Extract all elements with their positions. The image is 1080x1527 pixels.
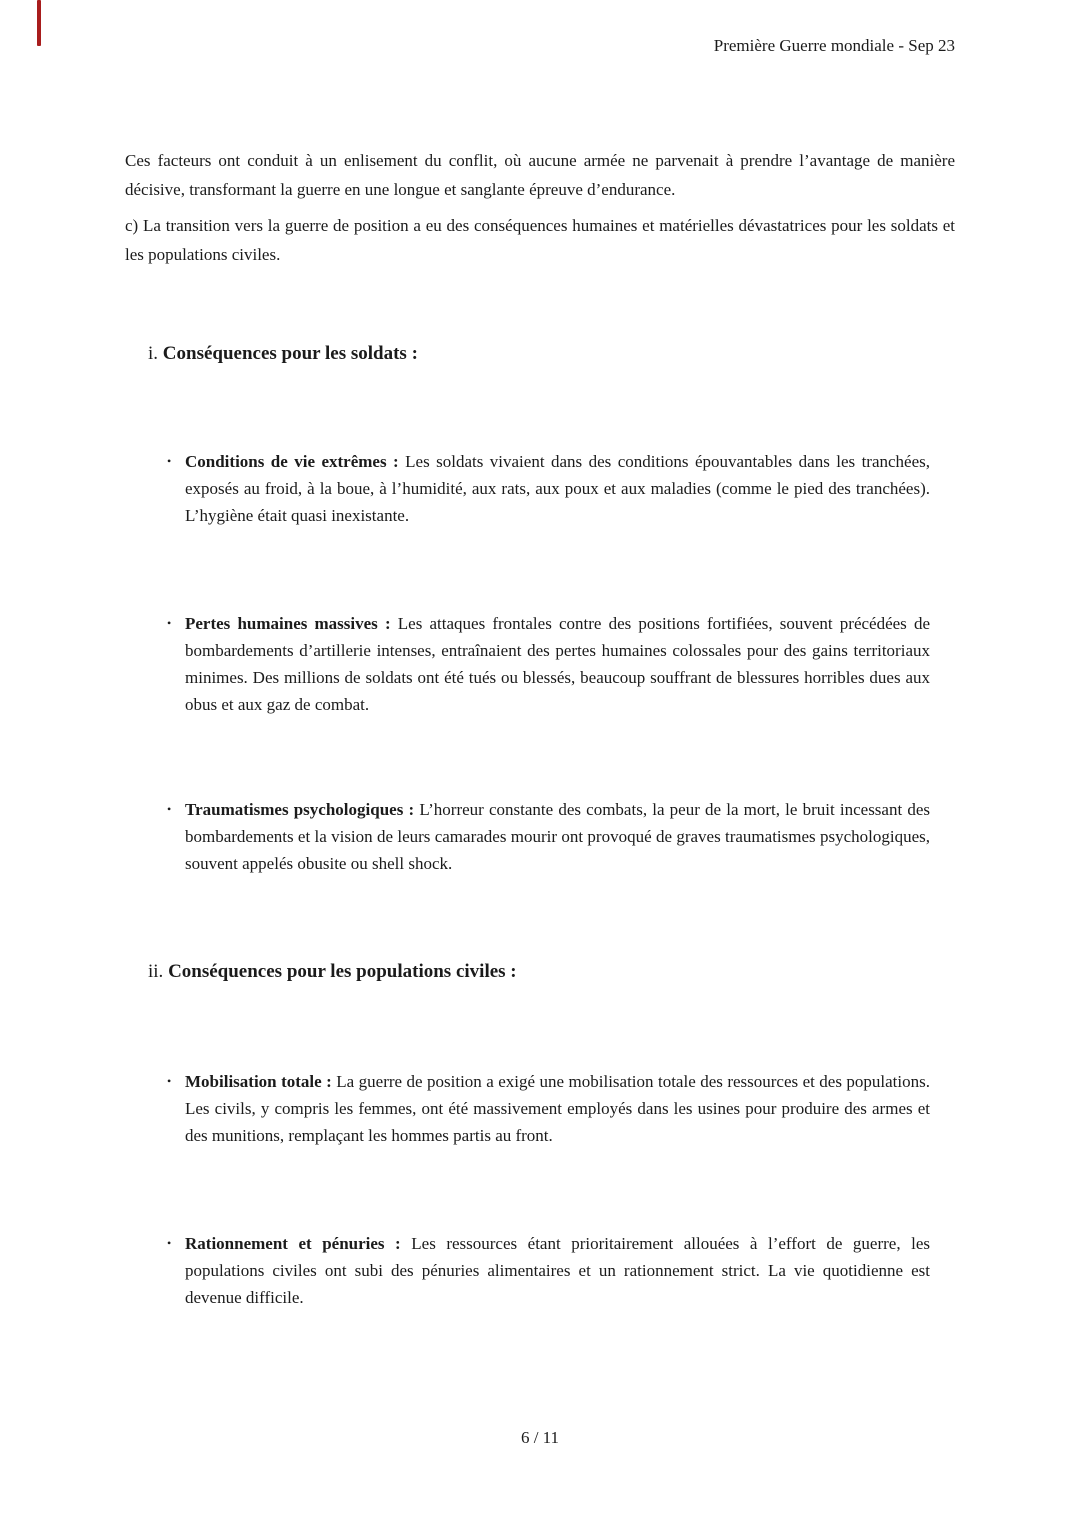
bullet-label: Traumatismes psychologiques : — [185, 800, 415, 819]
section-heading-populations-civiles — [125, 958, 955, 985]
list-item — [125, 1068, 955, 1149]
bullet-icon: • — [167, 616, 172, 630]
bullet-icon: • — [167, 802, 172, 816]
paragraph: Ces facteurs ont conduit à un enlisement du conflit, où aucune armée ne parvenait à prendre l’avantage de manière décisive, transformant la guerre en une longue et sanglante épreuve d’endurance. — [125, 151, 955, 199]
pen-stroke-annotation — [37, 0, 41, 46]
section-heading-soldats — [125, 340, 955, 367]
bullet-text: Les ressources étant prioritairement allouées à l’effort de guerre, les populations civiles ont subi des pénuries alimentaires et un rationnement strict. La vie quotidienne est devenue difficile. — [185, 1234, 931, 1307]
bullet-label: Pertes humaines massives : — [185, 614, 391, 633]
section-marker: i. — [148, 343, 159, 364]
bullet-text: Les soldats vivaient dans des conditions épouvantables dans les tranchées, exposés au froid, à la boue, à l’humidité, aux rats, aux poux et aux maladies (comme le pied des tranchées). L’hygiène était quasi inexistante. — [185, 452, 931, 525]
bullet-label: Rationnement et pénuries : — [185, 1234, 401, 1253]
bullet-text: La guerre de position a exigé une mobilisation totale des ressources et des populations. Les civils, y compris les femmes, ont été massivement employés dans les usines pour produire des armes et des munitions, remplaçant les hommes partis au front. — [185, 1072, 930, 1145]
bullet-icon: • — [167, 1236, 172, 1250]
bullet-icon: • — [167, 454, 172, 468]
bullet-text: Les attaques frontales contre des positions fortifiées, souvent précédées de bombardements d’artillerie intenses, entraînaient des pertes humaines colossales pour des gains territoriaux minimes. Des millions de soldats ont été tués ou blessés, beaucoup souffrant de blessures horribles dues aux obus et aux gaz de combat. — [185, 614, 930, 714]
bullet-label: Mobilisation totale : — [185, 1072, 332, 1091]
bullet-label: Conditions de vie extrêmes : — [185, 452, 399, 471]
document-body — [125, 146, 955, 1311]
list-item — [125, 448, 955, 529]
bullet-icon: • — [167, 1074, 172, 1088]
section-title: Conséquences pour les populations civiles : — [168, 961, 517, 982]
section-marker: ii. — [148, 961, 164, 982]
list-item — [125, 796, 955, 877]
page-number: 6 / 11 — [520, 1428, 560, 1447]
bullet-text: L’horreur constante des combats, la peur de la mort, le bruit incessant des bombardements et la vision de leurs camarades mourir ont provoqué de graves traumatismes psychologiques, souvent appelés obusite ou shell shock. — [185, 800, 931, 873]
paragraph: c) La transition vers la guerre de position a eu des conséquences humaines et matérielles dévastatrices pour les soldats et les populations civiles. — [125, 216, 955, 264]
list-item — [125, 1230, 955, 1311]
list-item — [125, 610, 955, 718]
page-header-title: Première Guerre mondiale - Sep 23 — [713, 36, 955, 55]
section-title: Conséquences pour les soldats : — [162, 343, 418, 364]
